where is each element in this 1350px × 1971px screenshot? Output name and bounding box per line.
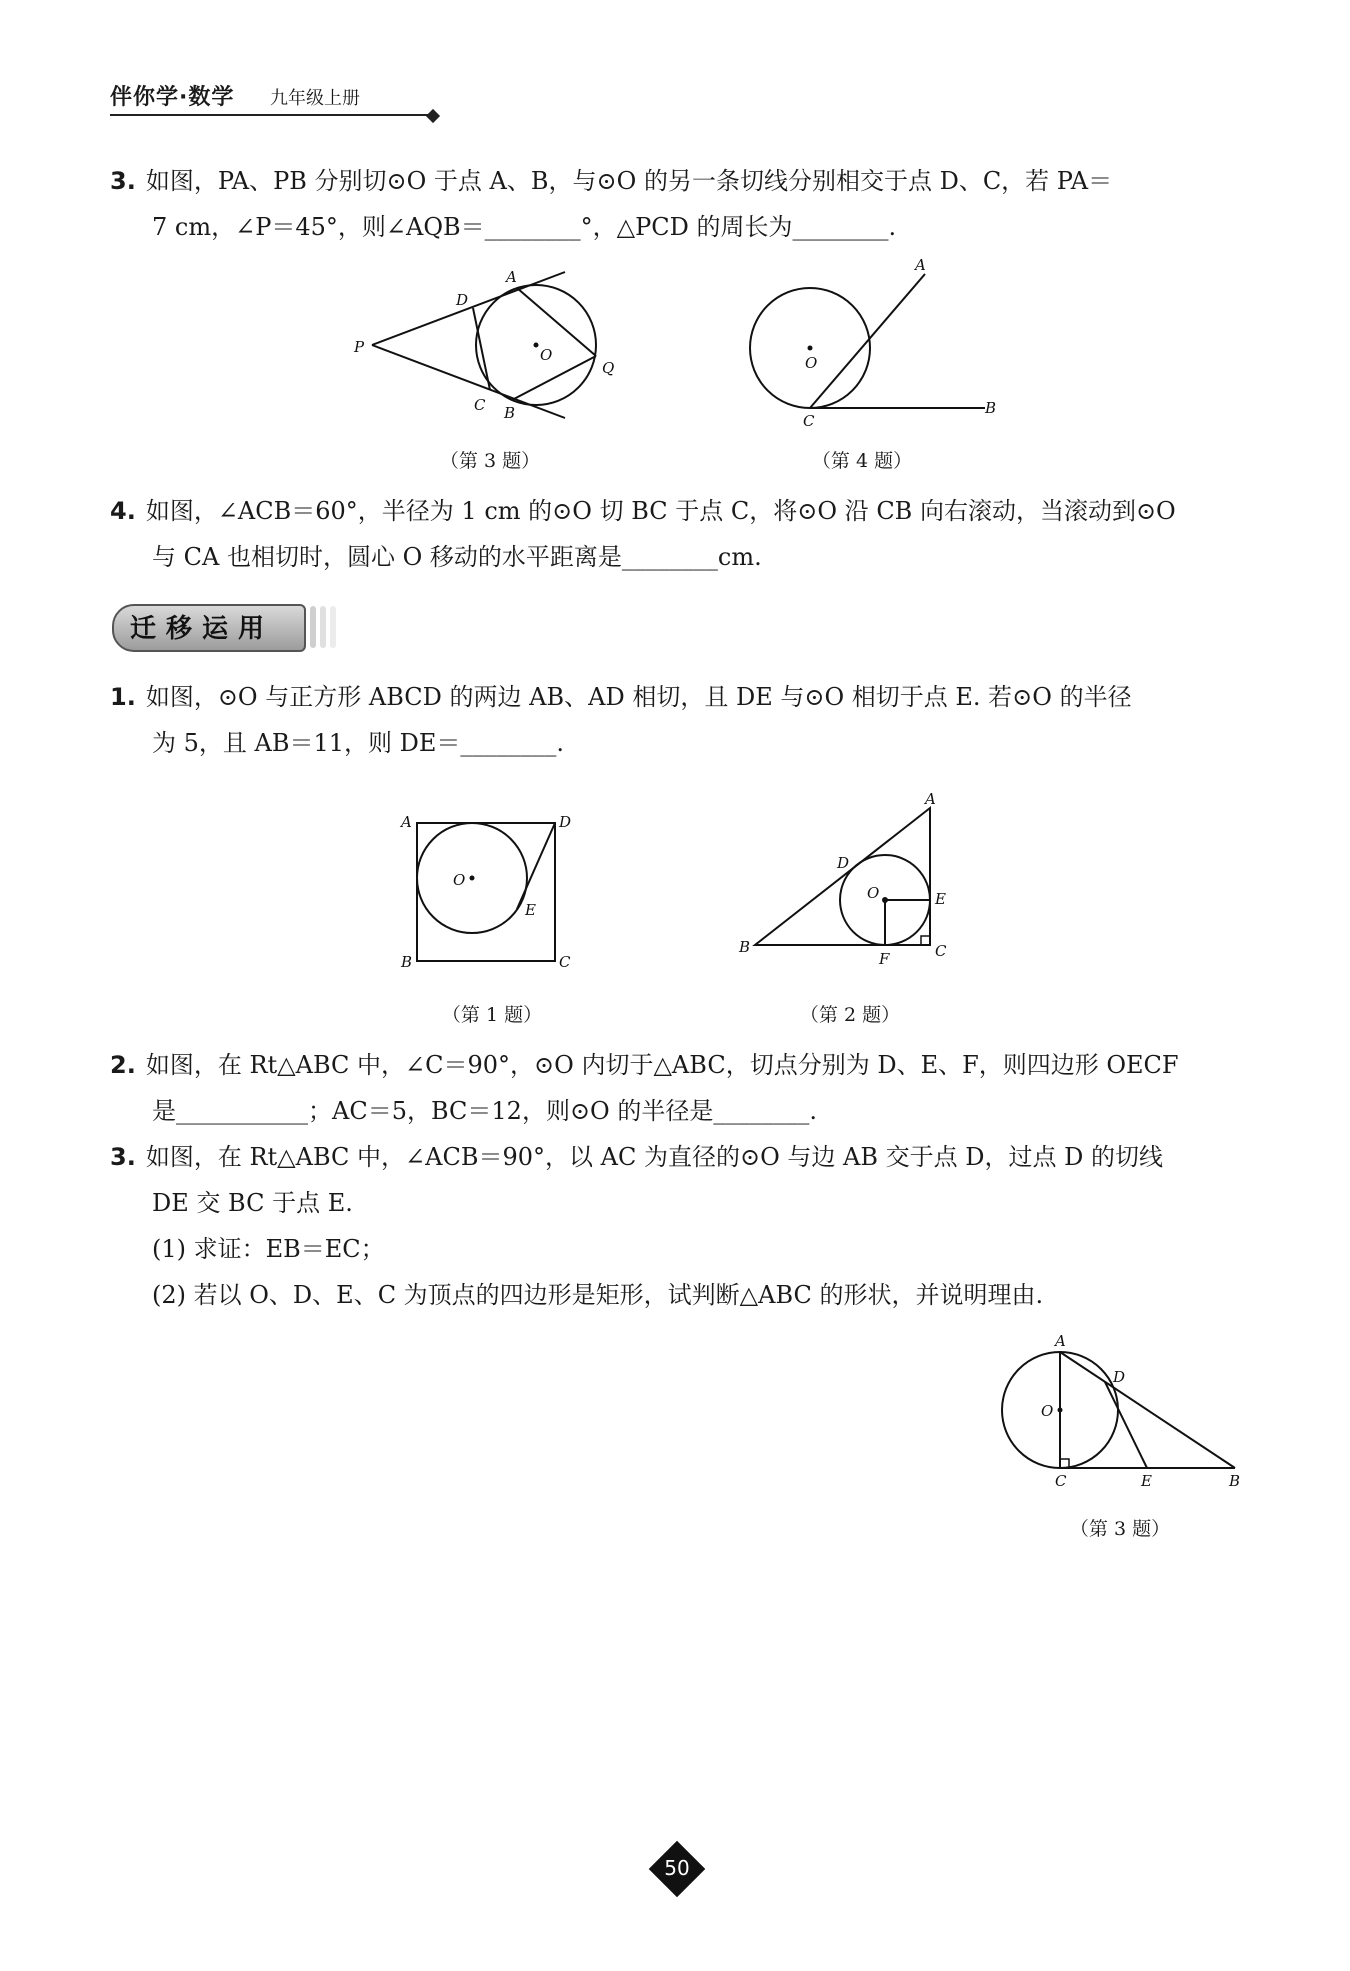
label-A: A <box>925 790 936 808</box>
label-O: O <box>540 346 553 364</box>
label-B: B <box>985 399 997 417</box>
label-E: E <box>1141 1472 1152 1490</box>
caption-fig-4-top: （第 4 题） <box>811 450 913 472</box>
label-B: B <box>1229 1472 1241 1490</box>
section-stripe <box>330 606 336 648</box>
question-2 <box>110 1042 1250 1134</box>
label-B: B <box>401 953 413 971</box>
page-header <box>110 80 430 116</box>
figure-rolling-circle <box>735 250 1015 430</box>
label-Q: Q <box>602 359 615 377</box>
header-subtitle: 九年级上册 <box>270 88 360 109</box>
label-F: F <box>879 950 890 968</box>
question-part-1: (1) 求证：EB＝EC； <box>152 1235 385 1263</box>
label-D: D <box>559 813 572 831</box>
section-title: 迁移运用 <box>130 614 275 644</box>
question-text-line1: 如图，在 Rt△ABC 中，∠C＝90°，⊙O 内切于△ABC，切点分别为 D、E、F，则四边形 OECF <box>145 1051 1179 1079</box>
label-A: A <box>1055 1332 1066 1350</box>
question-text-line1: 如图，PA、PB 分别切⊙O 于点 A、B，与⊙O 的另一条切线分别相交于点 D、C，若 PA＝ <box>145 167 1113 195</box>
page-number-badge <box>650 1842 704 1896</box>
label-E: E <box>525 901 536 919</box>
question-text-line1: 如图，在 Rt△ABC 中，∠ACB＝90°，以 AC 为直径的⊙O 与边 AB 交于点 D，过点 D 的切线 <box>145 1143 1163 1171</box>
label-E: E <box>935 890 946 908</box>
label-A: A <box>506 268 517 286</box>
label-C: C <box>559 953 571 971</box>
figure-square-circle <box>395 805 595 985</box>
label-B: B <box>504 404 516 422</box>
question-text-line1: 如图，∠ACB＝60°，半径为 1 cm 的⊙O 切 BC 于点 C，将⊙O 沿 CB 向右滚动，当滚动到⊙O <box>145 497 1176 525</box>
label-O: O <box>805 354 818 372</box>
caption-fig-2: （第 2 题） <box>799 1004 901 1026</box>
label-B: B <box>739 938 751 956</box>
question-text-line2: 与 CA 也相切时，圆心 O 移动的水平距离是________cm. <box>152 543 762 571</box>
caption-fig-1: （第 1 题） <box>441 1004 543 1026</box>
label-D: D <box>1113 1368 1126 1386</box>
label-O: O <box>1041 1402 1054 1420</box>
caption-fig-3-bottom: （第 3 题） <box>1069 1518 1171 1540</box>
question-number: 1. <box>110 683 136 711</box>
question-text-line2: 为 5，且 AB＝11，则 DE＝________. <box>152 729 565 757</box>
label-P: P <box>354 338 365 356</box>
question-number: 2. <box>110 1051 136 1079</box>
question-number: 3. <box>110 167 136 195</box>
label-D: D <box>837 854 850 872</box>
label-A: A <box>915 256 926 274</box>
label-A: A <box>401 813 412 831</box>
section-stripe <box>310 606 316 648</box>
figure-diameter-triangle <box>985 1330 1255 1495</box>
question-number: 3. <box>110 1143 136 1171</box>
label-C: C <box>1055 1472 1067 1490</box>
label-C: C <box>803 412 815 430</box>
label-C: C <box>474 396 486 414</box>
question-1 <box>110 674 1250 766</box>
header-diamond-icon <box>426 109 440 123</box>
question-3 <box>110 1134 1250 1318</box>
question-3-top <box>110 158 1250 250</box>
question-text-line2: 是___________；AC＝5，BC＝12，则⊙O 的半径是________. <box>152 1097 817 1125</box>
label-D: D <box>456 291 469 309</box>
question-text-line2: 7 cm，∠P＝45°，则∠AQB＝________°，△PCD 的周长为________. <box>152 213 897 241</box>
caption-fig-3-top: （第 3 题） <box>439 450 541 472</box>
question-number: 4. <box>110 497 136 525</box>
section-banner <box>112 604 337 650</box>
question-text-line2: DE 交 BC 于点 E. <box>152 1189 353 1217</box>
page-number: 50 <box>664 1856 690 1880</box>
header-brand: 伴你学·数学 <box>110 85 235 110</box>
label-O: O <box>867 884 880 902</box>
figure-incircle-triangle <box>735 790 975 980</box>
question-part-2: (2) 若以 O、D、E、C 为顶点的四边形是矩形，试判断△ABC 的形状，并说明理由. <box>152 1281 1044 1309</box>
section-stripe <box>320 606 326 648</box>
label-O: O <box>453 871 466 889</box>
question-4-top <box>110 488 1250 580</box>
question-text-line1: 如图，⊙O 与正方形 ABCD 的两边 AB、AD 相切，且 DE 与⊙O 相切于点 E. 若⊙O 的半径 <box>145 683 1132 711</box>
figure-tangent-quadrilateral <box>340 260 640 430</box>
label-C: C <box>935 942 947 960</box>
